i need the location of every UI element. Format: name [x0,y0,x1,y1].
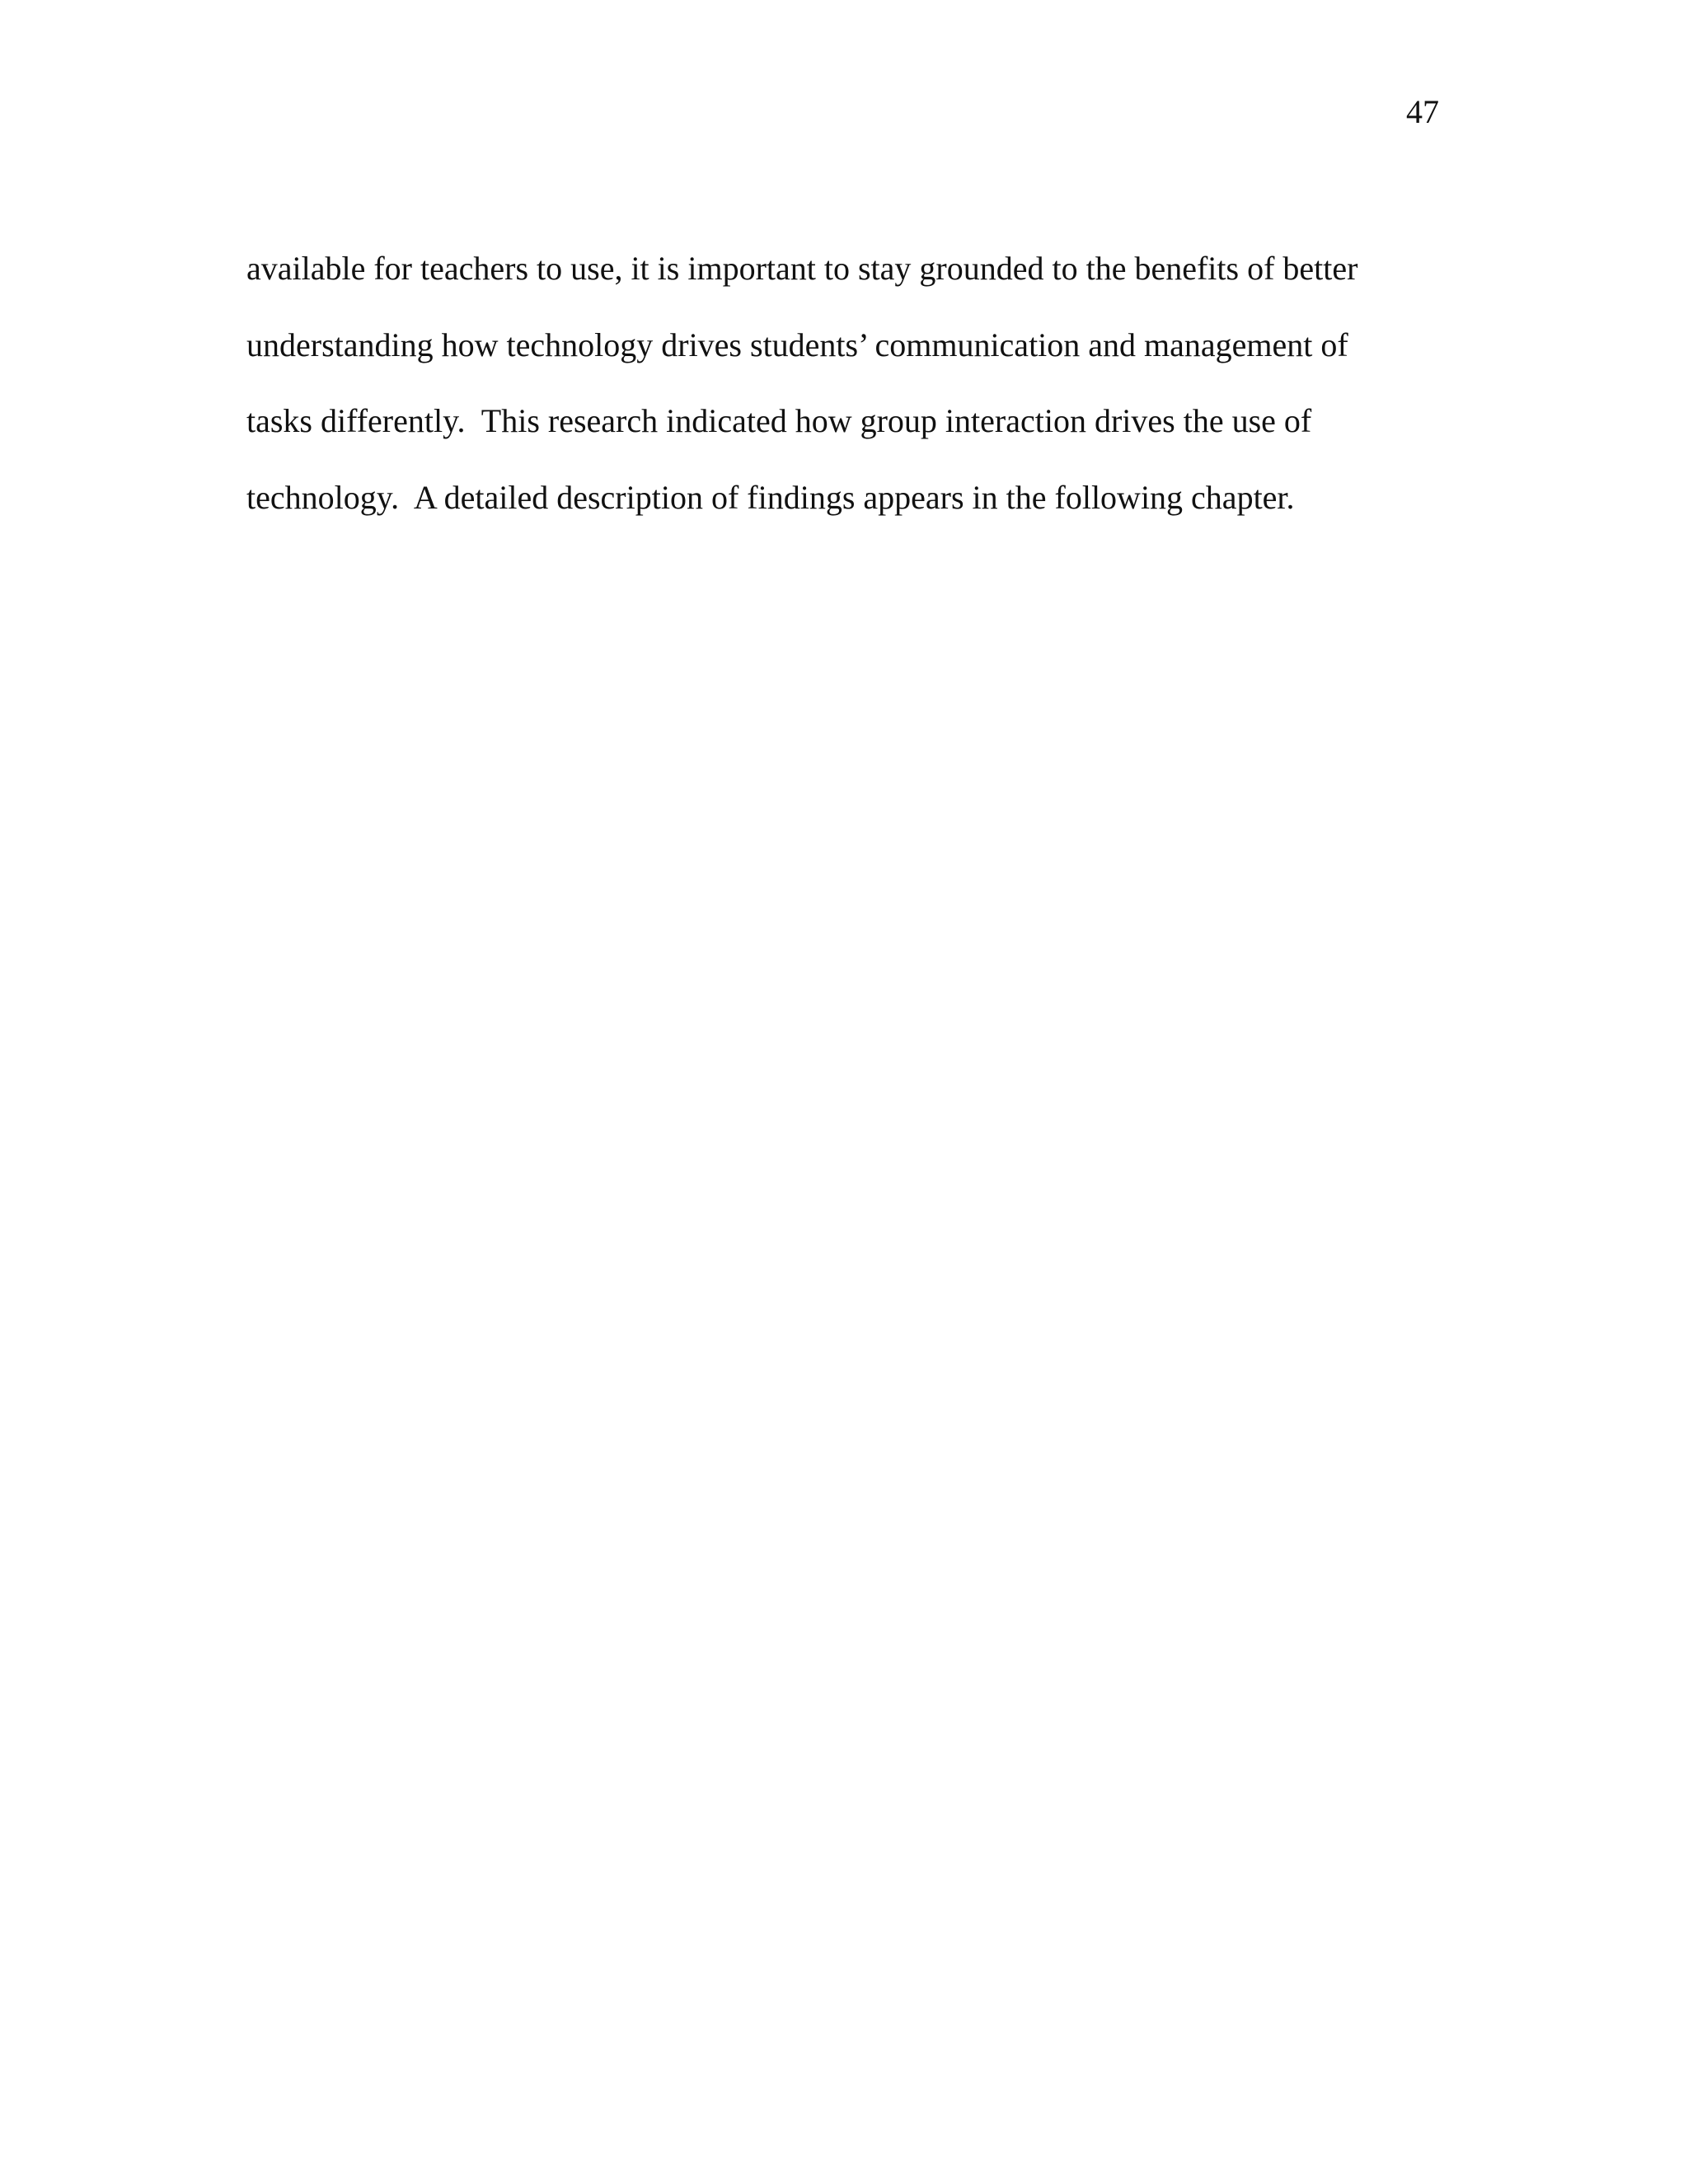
paragraph-line: tasks differently. This research indicated how group interaction drives the use of [246,402,1312,439]
paragraph-line: technology. A detailed description of findings appears in the following chapter. [246,478,1295,516]
body-paragraph [246,231,1450,536]
paragraph-line: available for teachers to use, it is important to stay grounded to the benefits of better [246,250,1358,287]
page-number: 47 [1406,93,1439,130]
paragraph-line: understanding how technology drives students’ communication and management of [246,326,1348,363]
